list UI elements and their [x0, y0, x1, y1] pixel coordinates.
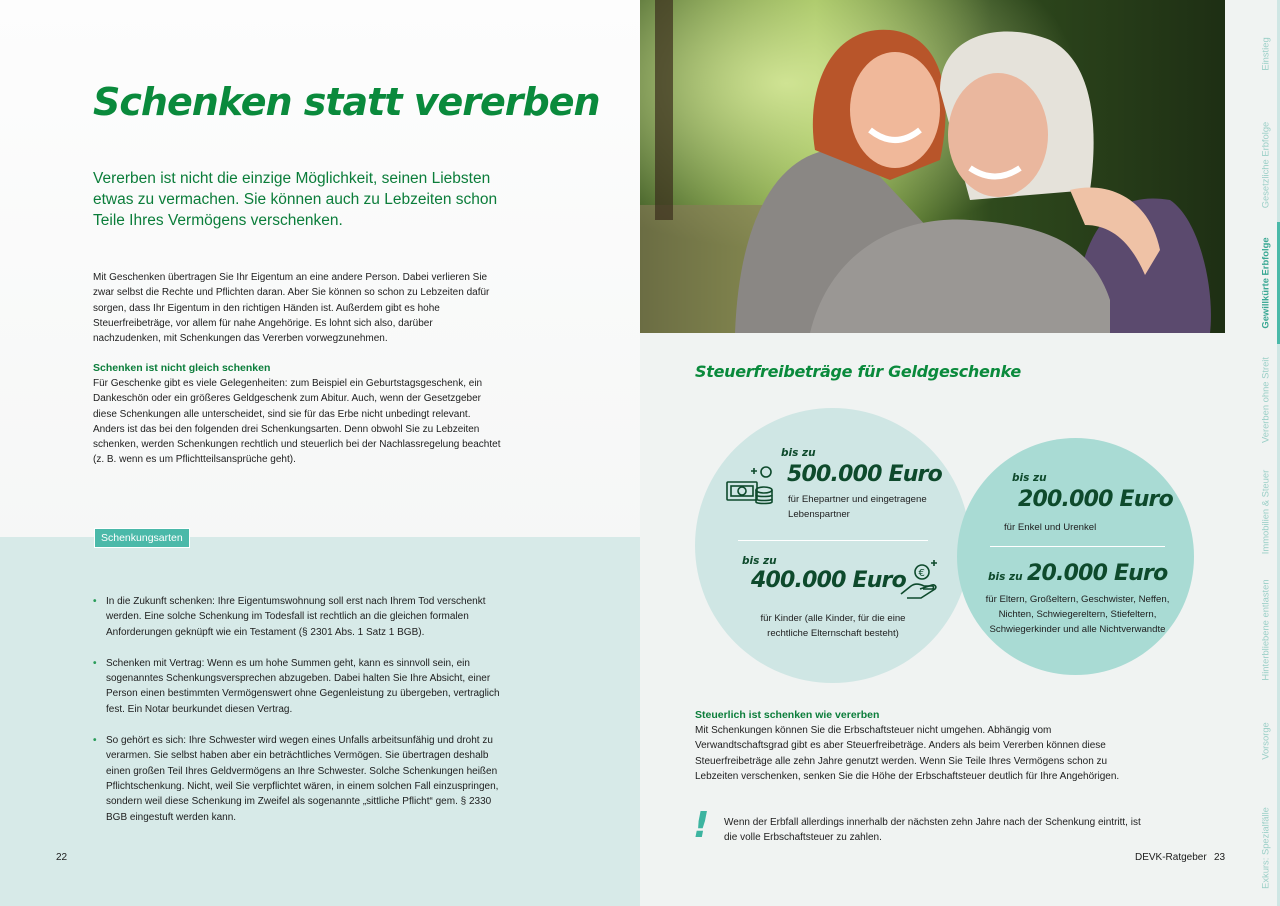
- tab-label: Gewillkürte Erbfolge: [1259, 237, 1271, 329]
- tax-paragraph: Mit Schenkungen können Sie die Erbschaftsteuer nicht umgehen. Abhängig vom Verwandtschaftsgrad gibt es aber Steuerfreibeträge. Anders als beim Vererben können diese Steuerfreibeträge alle zehn Jahre genutzt werden. Wenn Sie Teile Ihres Vermögens schon zu Lebzeiten verschenken, senken Sie die Höhe der Erbschaftsteuer deutlich für Ihre Angehörigen.: [695, 725, 1120, 782]
- allowance-desc-20000: für Eltern, Großeltern, Geschwister, Neffen, Nichten, Schwiegereltern, Stiefeltern, Schwiegerkinder und alle Nichtverwandte: [985, 594, 1170, 635]
- allowance-desc-500000: für Ehepartner und eingetragene Lebenspartner: [788, 494, 927, 520]
- divider: [738, 540, 928, 541]
- tab-einstieg[interactable]: [1253, 0, 1280, 108]
- allowance-amount-500000: 500.000 Euro: [787, 462, 942, 487]
- exclamation-icon: !: [693, 805, 710, 846]
- tab-immobilien-steuer[interactable]: [1253, 456, 1280, 568]
- tab-label: Exkurs: Spezialfälle: [1259, 807, 1271, 889]
- page-number-left: 22: [56, 852, 68, 863]
- tab-vererben-ohne-streit[interactable]: [1253, 344, 1280, 456]
- bullet-text: Wenn es um hohe Summen geht, kann es sinnvoll sein, ein sogenanntes Schenkungsversprechen abzugeben. Dabei halten Sie Ihre Absicht, einer Person einen bestimmten Vermögenswert ohne Gegenleistung zu übergeben, vertraglich fest. Ein Notar beurkundet diesen Vertrag.: [106, 657, 500, 715]
- tab-label: Vorsorge: [1259, 722, 1271, 760]
- list-item: [93, 733, 503, 825]
- bullet-dot-icon: •: [93, 657, 97, 669]
- intro-paragraph: Mit Geschenken übertragen Sie Ihr Eigentum an eine andere Person. Dabei verlieren Sie zwar selbst die Rechte und Pflichten daran. Aber Sie können so schon zu Lebzeiten dafür sorgen, dass Ihr Eigentum in den richtigen Händen ist. Außerdem gibt es hohe Steuerfreibeträge, vor allem für nahe Angehörige. Es lohnt sich also, darüber nachzudenken, mit Schenkungen das Vererben vorwegzunehmen.: [93, 272, 490, 345]
- allowance-desc-200000: für Enkel und Urenkel: [1004, 522, 1097, 533]
- page-title: Schenken statt vererben: [93, 80, 600, 124]
- svg-text:€: €: [918, 568, 925, 579]
- bullet-dot-icon: •: [93, 735, 97, 747]
- allowance-circle-right: [957, 438, 1194, 675]
- tab-label: Einstieg: [1259, 37, 1271, 71]
- allowance-amount-400000: 400.000 Euro: [751, 568, 906, 593]
- schenkungsarten-tag: Schenkungsarten: [94, 528, 190, 548]
- hand-coin-icon: [898, 556, 946, 602]
- lead-paragraph: Vererben ist nicht die einzige Möglichkeit, seinen Liebsten etwas zu vermachen. Sie können auch zu Lebzeiten schon Teile Ihres Vermögens verschenken.: [93, 170, 498, 229]
- list-item: [93, 656, 503, 717]
- tab-label: Hinterbliebene entlasten: [1259, 579, 1271, 681]
- divider: [990, 546, 1165, 547]
- bullet-keyword: So gehört es sich:: [106, 735, 187, 747]
- body-paragraph: Für Geschenke gibt es viele Gelegenheiten: zum Beispiel ein Geburtstagsgeschenk, ein Dankeschön oder ein größeres Geldgeschenk zum Abitur. Auch, wenn der Gesetzgeber diese Schenkungen alle unterscheidet, sind sie für das Erbe nicht unbedingt relevant. Anders ist das bei den folgenden drei Schenkungsarten. Denn obwohl Sie zu Lebzeiten schenken, werden Schenkungen rechtlich und steuerlich bei der Nachlassregelung beachtet (z. B. wenn es um Pflichtteilsansprüche geht).: [93, 378, 501, 466]
- subheading-steuerlich: Steuerlich ist schenken wie vererben: [695, 709, 880, 721]
- tab-gewillkuerte-erbfolge[interactable]: [1253, 222, 1280, 344]
- bullet-text: Ihre Eigentumswohnung soll erst nach Ihrem Tod verschenkt werden. Eine solche Schenkung im Todesfall ist rechtlich an die gleichen formalen Anforderungen geknüpft wie ein Testament (§ 2301 Abs. 1 Satz 1 BGB).: [106, 596, 486, 638]
- money-coins-icon: [724, 462, 776, 510]
- bis-zu-label: bis zu: [742, 555, 777, 567]
- bullet-keyword: In die Zukunft schenken:: [106, 596, 215, 607]
- tab-exkurs-spezialfaelle[interactable]: [1253, 790, 1280, 906]
- schenkungsarten-list: [93, 594, 503, 841]
- tab-label: Gesetzliche Erbfolge: [1259, 121, 1271, 209]
- bullet-dot-icon: •: [93, 596, 97, 607]
- bullet-text: Ihre Schwester wird wegen eines Unfalls arbeitsunfähig und droht zu verarmen. Sie selbst haben aber ein beträchtliches Vermögen. Sie übertragen deshalb einen großen Teil Ihres Geldvermögens an Ihre Schwester. Solche Schenkungen heißen Pflichtschenkung. Nicht, weil Sie verpflichtet wären, in einem solchen Fall einzuspringen, sondern weil diese Schenkung im Zweifel als sogenannte „sittliche Pflicht“ gem. § 2330 BGB eingestuft werden kann.: [106, 735, 499, 823]
- allowances-section-title: Steuerfreibeträge für Geldgeschenke: [695, 362, 1021, 381]
- tab-label: Vererben ohne Streit: [1259, 357, 1271, 443]
- allowance-desc-400000: für Kinder (alle Kinder, für die eine rechtliche Elternschaft besteht): [760, 613, 906, 639]
- allowance-amount-200000: 200.000 Euro: [1018, 487, 1173, 512]
- hugging-women-photo: [640, 0, 1225, 333]
- list-item: [93, 594, 503, 640]
- bis-zu-label: bis zu: [988, 571, 1023, 583]
- bis-zu-label: bis zu: [781, 447, 816, 459]
- allowance-circle-left: [695, 408, 970, 683]
- subheading-schenken: Schenken ist nicht gleich schenken: [93, 362, 271, 374]
- tab-gesetzliche-erbfolge[interactable]: [1253, 108, 1280, 222]
- chapter-side-tabs: [1253, 0, 1280, 906]
- bis-zu-label: bis zu: [1012, 472, 1047, 484]
- brand-label: DEVK-Ratgeber: [1135, 852, 1207, 863]
- warning-note: Wenn der Erbfall allerdings innerhalb der nächsten zehn Jahre nach der Schenkung eintritt, ist die volle Erbschaftsteuer zu zahlen.: [724, 817, 1141, 844]
- tab-vorsorge[interactable]: [1253, 692, 1280, 790]
- page-number-right: 23: [1214, 852, 1226, 863]
- tab-hinterbliebene-entlasten[interactable]: [1253, 568, 1280, 692]
- tab-label: Immobilien & Steuer: [1259, 469, 1271, 555]
- allowance-amount-20000: 20.000 Euro: [1027, 561, 1168, 586]
- bullet-keyword: Schenken mit Vertrag:: [106, 657, 205, 669]
